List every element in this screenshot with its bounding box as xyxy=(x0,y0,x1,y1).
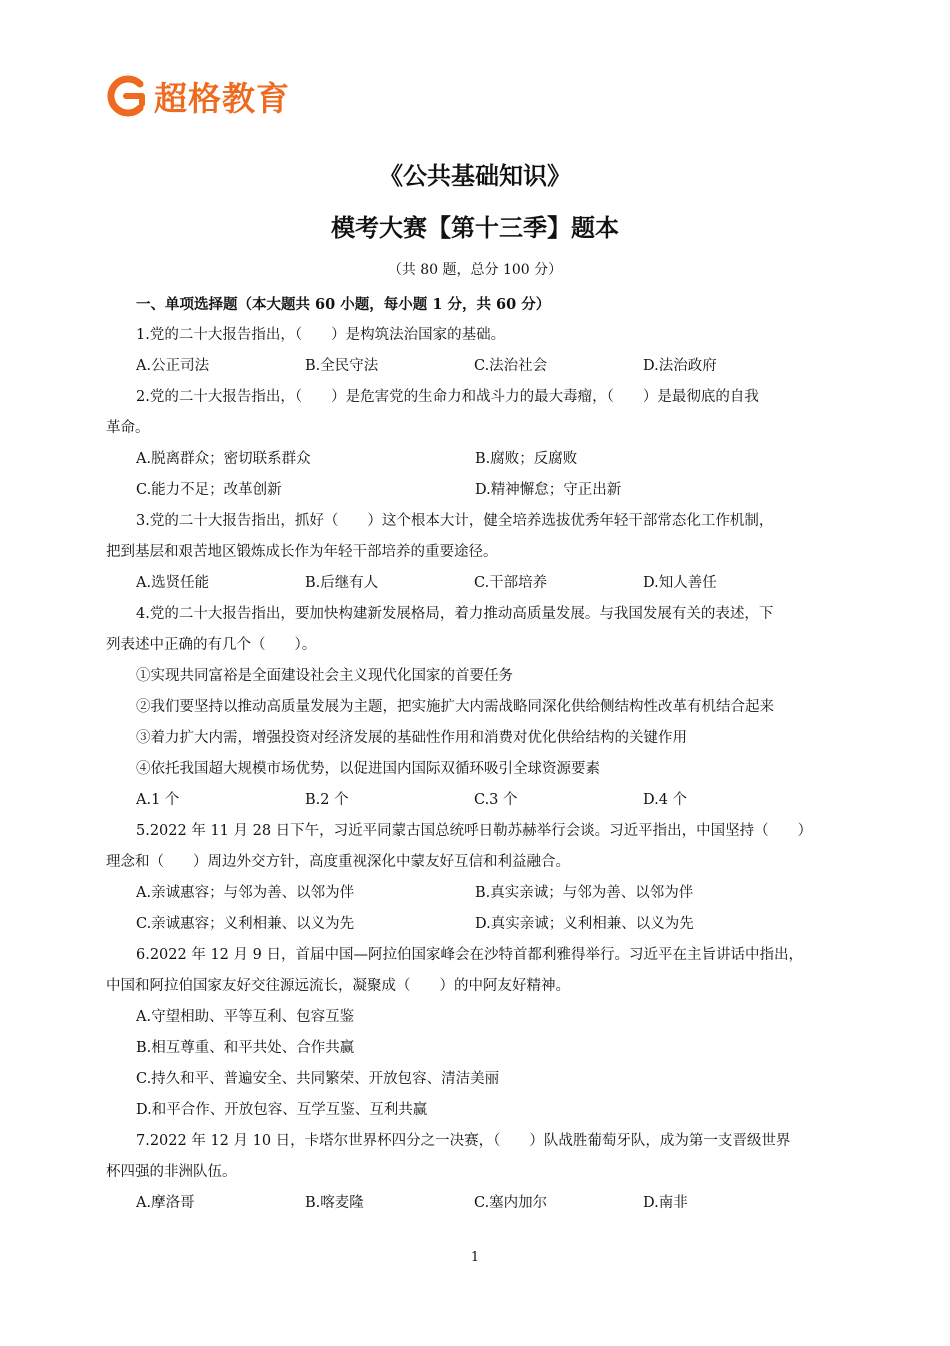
brand-logo-icon xyxy=(104,74,148,118)
option-a: A.摩洛哥 xyxy=(136,1195,195,1211)
question-6-option-d: D.和平合作、开放包容、互学互鉴、互利共赢 xyxy=(136,1102,428,1118)
option-b: B.全民守法 xyxy=(305,358,379,374)
option-d: D.精神懈怠；守正出新 xyxy=(475,482,622,498)
question-body xyxy=(106,289,850,1219)
question-7-stem: 7.2022 年 12 月 10 日，卡塔尔世界杯四分之一决赛，（ ）队战胜葡萄牙队，成为第一支晋级世界 xyxy=(136,1133,791,1149)
option-d: D.法治政府 xyxy=(643,358,717,374)
question-4-item-2: ②我们要坚持以推动高质量发展为主题，把实施扩大内需战略同深化供给侧结构性改革有机结合起来 xyxy=(136,699,774,715)
question-6-stem: 6.2022 年 12 月 9 日，首届中国—阿拉伯国家峰会在沙特首都利雅得举行。习近平在主旨讲话中指出， xyxy=(136,947,803,963)
question-3-stem: 3.党的二十大报告指出，抓好（ ）这个根本大计，健全培养选拔优秀年轻干部常态化工作机制， xyxy=(136,513,774,529)
question-2-stem: 2.党的二十大报告指出，（ ）是危害党的生命力和战斗力的最大毒瘤，（ ）是最彻底的自我 xyxy=(136,389,759,405)
score-summary: （共 80 题，总分 100 分） xyxy=(387,262,563,278)
question-2-stem-cont: 革命。 xyxy=(106,420,150,436)
option-a: A.公正司法 xyxy=(136,358,210,374)
option-b: B.腐败；反腐败 xyxy=(475,451,578,467)
question-6-option-b: B.相互尊重、和平共处、合作共赢 xyxy=(136,1040,355,1056)
option-c: C.法治社会 xyxy=(474,358,548,374)
question-4-item-4: ④依托我国超大规模市场优势，以促进国内国际双循环吸引全球资源要素 xyxy=(136,761,600,777)
option-d: D.知人善任 xyxy=(643,575,717,591)
option-b: B.后继有人 xyxy=(305,575,379,591)
question-4-item-3: ③着力扩大内需，增强投资对经济发展的基础性作用和消费对优化供给结构的关键作用 xyxy=(136,730,687,746)
question-2-options-row2 xyxy=(106,475,850,506)
option-c: C.亲诚惠容；义利相兼、以义为先 xyxy=(136,916,355,932)
option-c: C.3 个 xyxy=(474,792,518,808)
brand-logo xyxy=(104,70,290,122)
question-5-options-row2 xyxy=(106,909,850,940)
option-a: A.选贤任能 xyxy=(136,575,210,591)
option-b: B.喀麦隆 xyxy=(305,1195,364,1211)
question-3-stem-cont: 把到基层和艰苦地区锻炼成长作为年轻干部培养的重要途径。 xyxy=(106,544,498,560)
option-a: A.脱离群众；密切联系群众 xyxy=(136,451,311,467)
page-number: 1 xyxy=(470,1250,480,1265)
document-title: 《公共基础知识》 xyxy=(379,162,571,190)
question-5-stem-cont: 理念和（ ）周边外交方针，高度重视深化中蒙友好互信和利益融合。 xyxy=(106,854,570,870)
brand-name: 超格教育 xyxy=(154,78,290,118)
question-5-options-row1 xyxy=(106,878,850,909)
question-7-options xyxy=(106,1188,850,1219)
option-a: A.1 个 xyxy=(136,792,180,808)
question-1-stem: 1.党的二十大报告指出，（ ）是构筑法治国家的基础。 xyxy=(136,327,506,343)
question-2-options-row1 xyxy=(106,444,850,475)
option-c: C.塞内加尔 xyxy=(474,1195,548,1211)
option-c: C.能力不足；改革创新 xyxy=(136,482,282,498)
question-4-stem: 4.党的二十大报告指出，要加快构建新发展格局，着力推动高质量发展。与我国发展有关的表述，下 xyxy=(136,606,774,622)
option-d: D.4 个 xyxy=(643,792,688,808)
option-d: D.南非 xyxy=(643,1195,688,1211)
section-heading: 一、单项选择题（本大题共 60 小题，每小题 1 分，共 60 分） xyxy=(136,296,551,313)
question-4-item-1: ①实现共同富裕是全面建设社会主义现代化国家的首要任务 xyxy=(136,668,513,684)
option-d: D.真实亲诚；义利相兼、以义为先 xyxy=(475,916,694,932)
option-b: B.真实亲诚；与邻为善、以邻为伴 xyxy=(475,885,694,901)
question-6-option-a: A.守望相助、平等互利、包容互鉴 xyxy=(136,1009,355,1025)
question-1-options xyxy=(106,351,850,382)
question-4-stem-cont: 列表述中正确的有几个（ ）。 xyxy=(106,637,317,653)
question-6-stem-cont: 中国和阿拉伯国家友好交往源远流长，凝聚成（ ）的中阿友好精神。 xyxy=(106,978,570,994)
option-c: C.干部培养 xyxy=(474,575,548,591)
question-5-stem: 5.2022 年 11 月 28 日下午，习近平同蒙古国总统呼日勒苏赫举行会谈。习近平指出，中国坚持（ ） xyxy=(136,823,813,839)
question-4-options xyxy=(106,785,850,816)
question-7-stem-cont: 杯四强的非洲队伍。 xyxy=(106,1164,237,1180)
question-6-option-c: C.持久和平、普遍安全、共同繁荣、开放包容、清洁美丽 xyxy=(136,1071,500,1087)
option-b: B.2 个 xyxy=(305,792,349,808)
option-a: A.亲诚惠容；与邻为善、以邻为伴 xyxy=(136,885,355,901)
question-3-options xyxy=(106,568,850,599)
document-subtitle-title: 模考大赛【第十三季】题本 xyxy=(331,214,619,242)
